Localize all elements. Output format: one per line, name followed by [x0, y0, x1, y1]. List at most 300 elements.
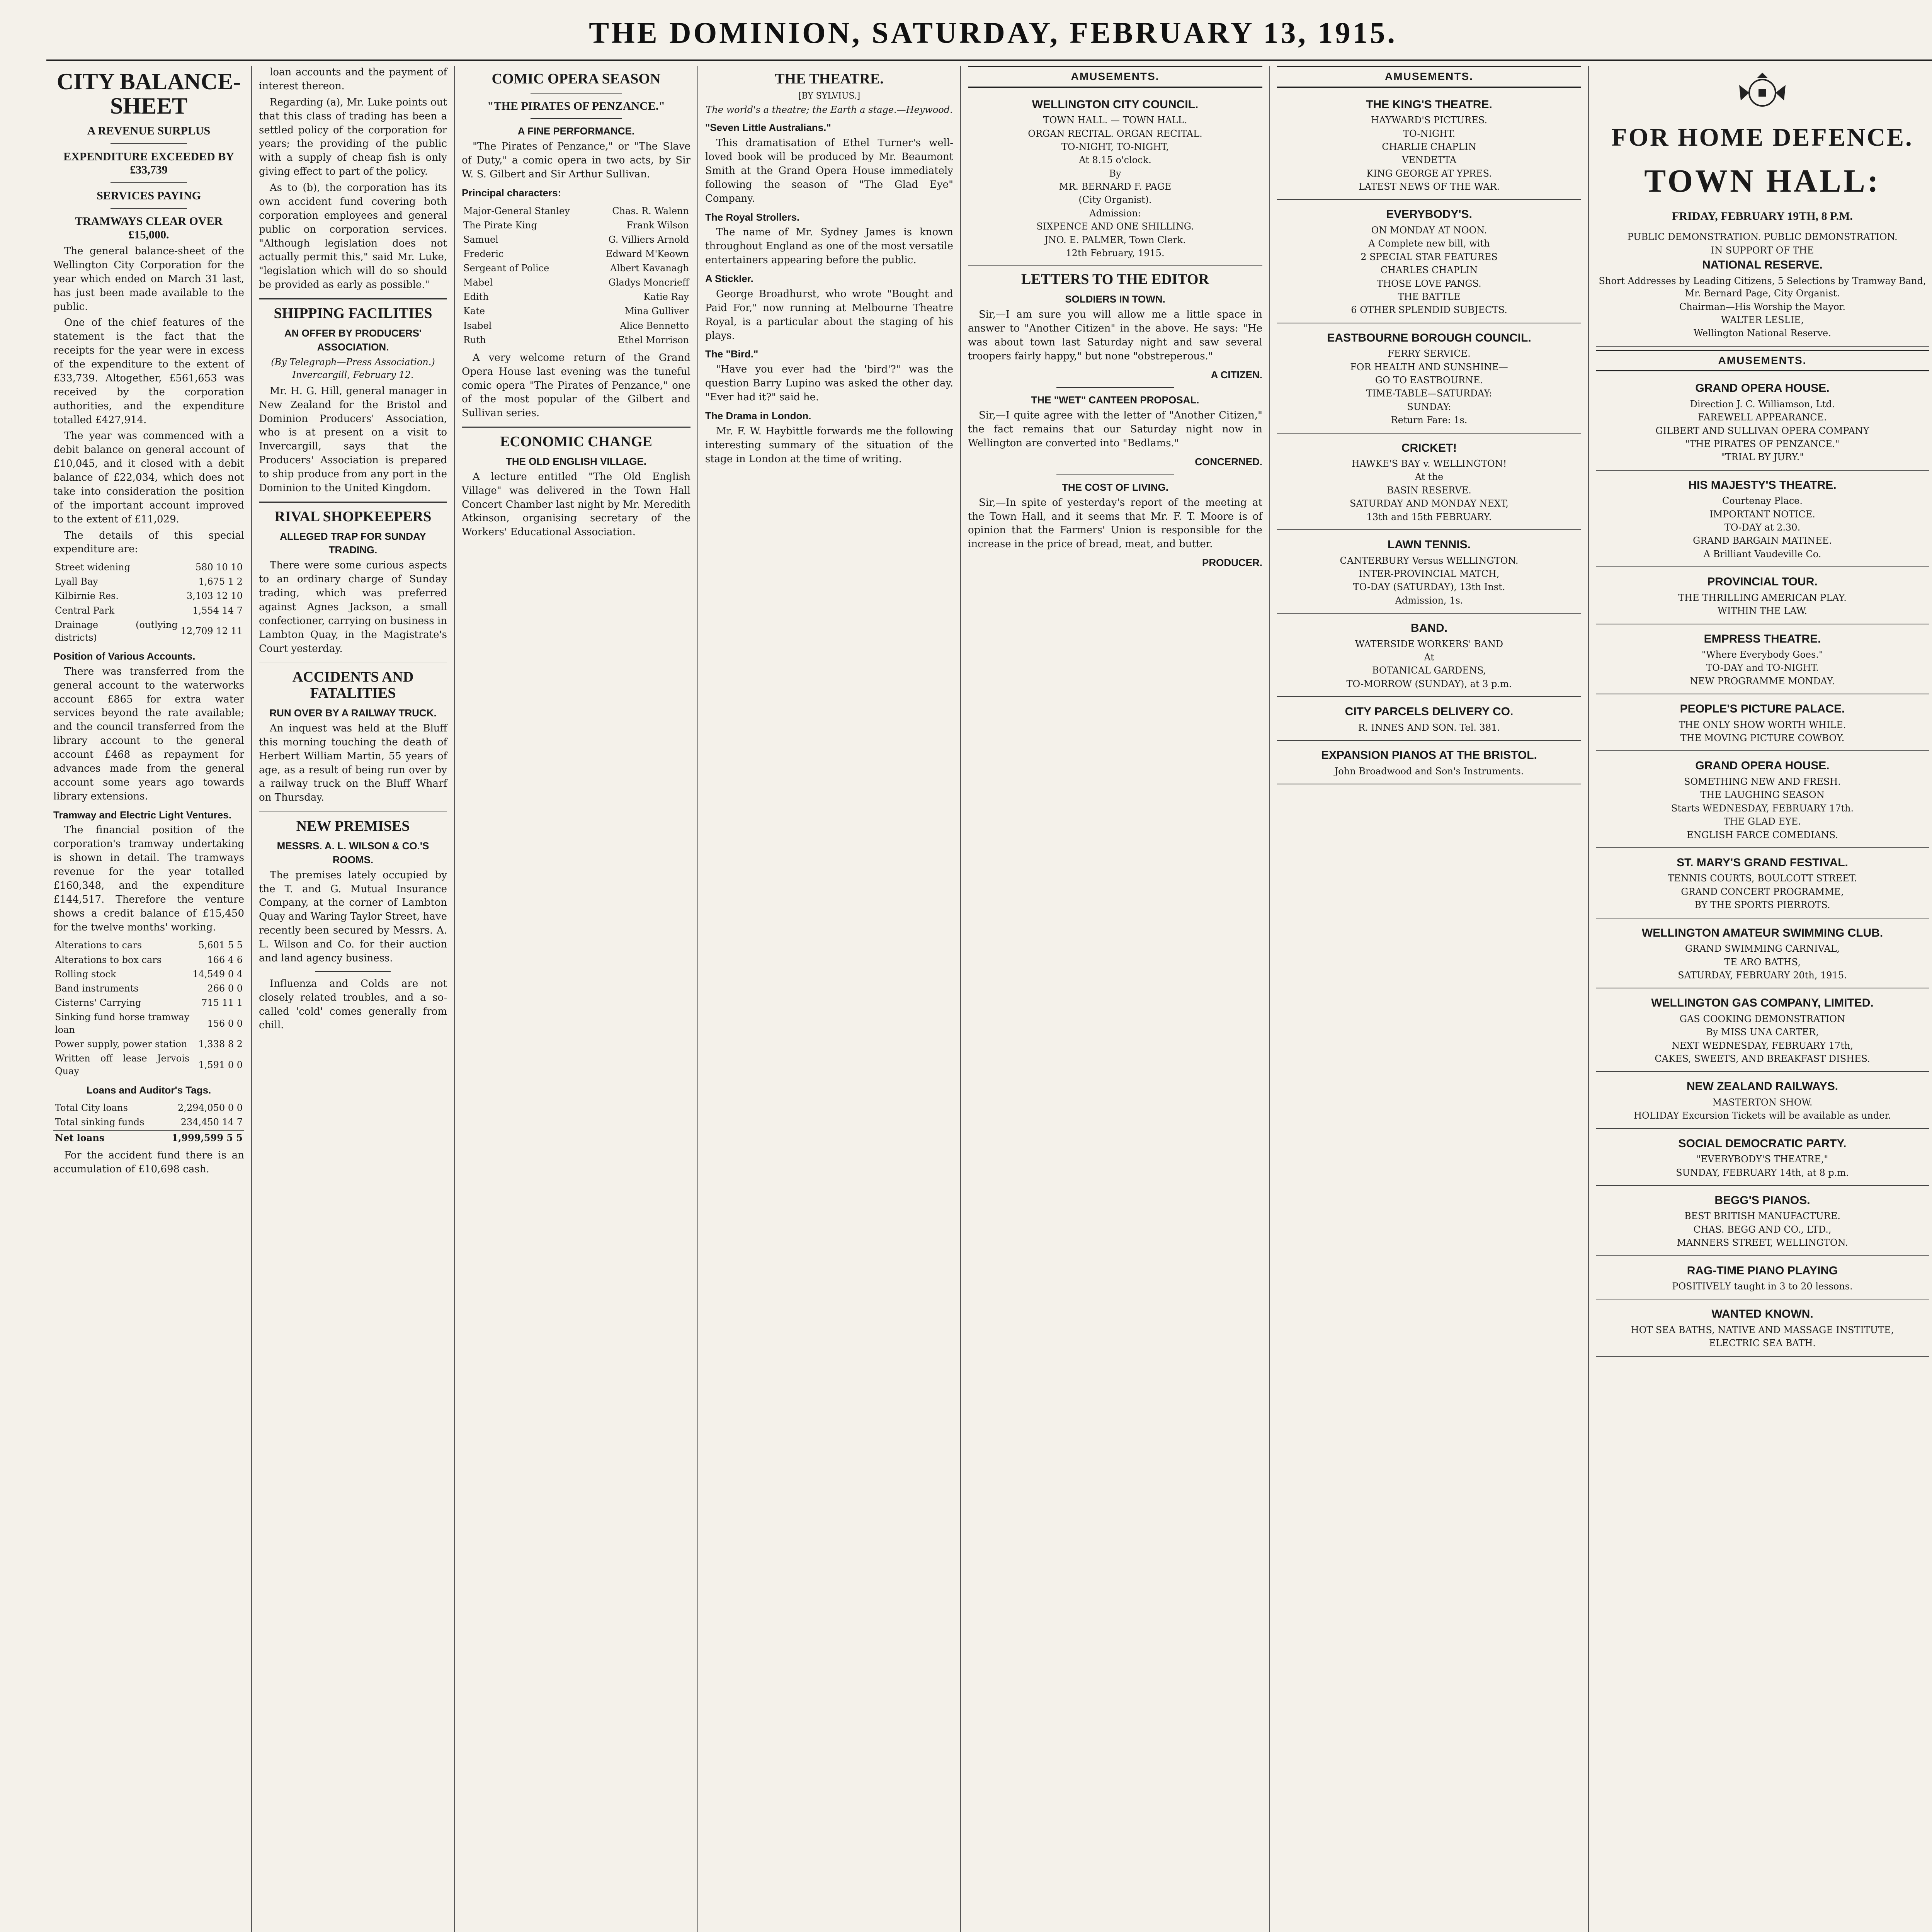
- ad-line: WALTER LESLIE,: [1721, 314, 1804, 325]
- ad-line: SOMETHING NEW AND FRESH.: [1684, 776, 1841, 787]
- ad-line: FERRY SERVICE.: [1388, 348, 1471, 359]
- headline-new-premises: NEW PREMISES: [296, 818, 410, 835]
- amusements-header: AMUSEMENTS.: [968, 66, 1262, 88]
- subhead-tramways: TRAMWAYS CLEAR OVER £15,000.: [75, 215, 223, 241]
- headline-shipping: SHIPPING FACILITIES: [274, 305, 432, 321]
- ad-line: HAYWARD'S PICTURES.: [1371, 115, 1487, 126]
- ad-title: EXPANSION PIANOS AT THE BRISTOL.: [1321, 749, 1537, 762]
- dateline: (By Telegraph—Press Association.) Invercargill, February 12.: [271, 356, 435, 380]
- ad-line: ON MONDAY AT NOON.: [1371, 224, 1487, 236]
- ad-title: EASTBOURNE BOROUGH COUNCIL.: [1327, 331, 1531, 344]
- ad-line: ORGAN RECITAL. ORGAN RECITAL.: [1028, 128, 1202, 139]
- row-value: 2,294,050 0 0: [178, 1102, 243, 1114]
- ad-line: POSITIVELY taught in 3 to 20 lessons.: [1672, 1281, 1853, 1292]
- article-paragraph: A very welcome return of the Grand Opera House last evening was the tuneful comic opera "The Pirates of Penzance," one of the most popular of the Gilbert and Sullivan series.: [462, 352, 690, 419]
- ad-social-democratic: [1596, 1132, 1929, 1186]
- row-value: 166 4 6: [207, 954, 243, 965]
- row-label: Net loans: [53, 1130, 159, 1145]
- ad-line: THE MOVING PICTURE COWBOY.: [1680, 733, 1845, 744]
- ad-pianos-bristol: [1277, 744, 1581, 784]
- ad-line: Courtenay Place.: [1722, 495, 1803, 507]
- table-row: [462, 333, 690, 347]
- ad-title: WANTED KNOWN.: [1711, 1308, 1813, 1321]
- ad-lawn-tennis: [1277, 533, 1581, 614]
- ad-line: HOT SEA BATHS, NATIVE AND MASSAGE INSTITUTE,: [1631, 1324, 1894, 1335]
- table-row: [53, 1037, 244, 1051]
- headline-economic-change: ECONOMIC CHANGE: [500, 434, 652, 450]
- cast-role: Major-General Stanley: [463, 205, 570, 216]
- row-label: Cisterns' Carrying: [55, 997, 141, 1008]
- ad-line: KING GEORGE AT YPRES.: [1366, 168, 1492, 179]
- article-paragraph: Mr. F. W. Haybittle forwards me the following interesting summary of the situation of the stage in London at the time of writing.: [705, 425, 953, 465]
- table-row: [462, 319, 690, 333]
- masthead-rule: [46, 59, 1932, 61]
- article-paragraph: The general balance-sheet of the Wellington City Corporation for the year which ended on March 31 last, has just been made available to the public.: [53, 245, 244, 313]
- ad-line: CAKES, SWEETS, AND BREAKFAST DISHES.: [1655, 1053, 1870, 1064]
- cast-actor: Alice Bennetto: [620, 320, 689, 331]
- ad-line: NEW PROGRAMME MONDAY.: [1690, 675, 1835, 687]
- ad-line: TE ARO BATHS,: [1724, 956, 1801, 968]
- ad-wanted-known: [1596, 1303, 1929, 1356]
- ad-title: RAG-TIME PIANO PLAYING: [1687, 1264, 1838, 1277]
- ad-kings-theatre: [1277, 93, 1581, 200]
- subhead-english-village: THE OLD ENGLISH VILLAGE.: [505, 455, 646, 467]
- ad-line: Starts WEDNESDAY, FEBRUARY 17th.: [1671, 803, 1854, 814]
- ad-line: Chairman—His Worship the Mayor.: [1679, 301, 1846, 312]
- row-label: Alterations to box cars: [55, 954, 162, 965]
- section-heading: The Royal Strollers.: [705, 211, 800, 223]
- cast-role: Mabel: [463, 277, 493, 288]
- ad-line: MR. BERNARD F. PAGE: [1059, 181, 1172, 192]
- ad-line: FAREWELL APPEARANCE.: [1698, 412, 1827, 423]
- letter-title: SOLDIERS IN TOWN.: [1065, 293, 1165, 305]
- cast-role: Frederic: [463, 248, 504, 259]
- table-row: [462, 233, 690, 247]
- letter-signature: A CITIZEN.: [1211, 369, 1262, 381]
- subhead-accidents: RUN OVER BY A RAILWAY TRUCK.: [269, 707, 437, 719]
- letter-text: Sir,—In spite of yesterday's report of the meeting at the Town Hall, and it seems that Mr. F. T. Moore is of opinion that the Farmers' Union is responsible for the increase in the price of bread, meat, and butter.: [968, 497, 1262, 550]
- event-date: FRIDAY, FEBRUARY 19TH, 8 P.M.: [1672, 209, 1853, 223]
- ad-line: TO-DAY at 2.30.: [1724, 522, 1801, 533]
- ad-beggs-pianos: [1596, 1189, 1929, 1256]
- divider: [259, 502, 447, 503]
- ad-title: NEW ZEALAND RAILWAYS.: [1686, 1080, 1838, 1093]
- cast-role: The Pirate King: [463, 219, 537, 231]
- article-paragraph: The premises lately occupied by the T. and G. Mutual Insurance Company, at the corner of Lambton Quay and Waring Taylor Street, have recently been secured by Messrs. A. L. Wilson and Co. for their auction and land agency business.: [259, 869, 447, 964]
- row-value: 266 0 0: [207, 983, 243, 994]
- cast-table: [462, 204, 690, 347]
- ad-cricket: [1277, 437, 1581, 530]
- article-paragraph: The year was commenced with a debit balance on general account of £10,045, and it closed with a debit balance of £22,034, which does not take into consideration the position of the important account improved to the extent of £11,029.: [53, 430, 244, 525]
- row-label: Kilbirnie Res.: [55, 590, 119, 602]
- ad-title: PROVINCIAL TOUR.: [1707, 575, 1818, 588]
- row-value: 14,549 0 4: [192, 968, 243, 980]
- ad-line: 13th and 15th FEBRUARY.: [1366, 511, 1492, 522]
- table-row: [53, 1115, 244, 1130]
- table-row: [53, 618, 244, 645]
- ad-title: NATIONAL RESERVE.: [1702, 259, 1823, 272]
- letter-title: THE "WET" CANTEEN PROPOSAL.: [1031, 394, 1199, 406]
- column-shipping: [251, 66, 454, 1932]
- article-paragraph: A lecture entitled "The Old English Village" was delivered in the Town Hall Concert Chamber last night by Mr. Meredith Atkinson, organising secretary of the Workers' Educational Association.: [462, 471, 690, 538]
- ad-line: IN SUPPORT OF THE: [1711, 245, 1814, 256]
- cast-actor: Albert Kavanagh: [610, 263, 689, 274]
- headline-comic-opera: COMIC OPERA SEASON: [492, 71, 661, 87]
- table-row: [53, 981, 244, 996]
- cast-actor: Chas. R. Walenn: [612, 205, 689, 216]
- ad-line: At: [1424, 651, 1434, 663]
- article-paragraph: Regarding (a), Mr. Luke points out that this class of trading has been a settled policy of the corporation for years; the providing of the public with a supply of cheap fish is only giving effect to part of the policy.: [259, 96, 447, 178]
- ad-line: TO-DAY and TO-NIGHT.: [1706, 662, 1819, 673]
- table-row: [462, 304, 690, 318]
- ad-ragtime-piano: [1596, 1259, 1929, 1300]
- table-row: [53, 953, 244, 967]
- ad-line: "EVERYBODY'S THEATRE,": [1696, 1154, 1828, 1165]
- ad-demonstration: [1596, 226, 1929, 346]
- ad-swimming-carnival: [1596, 922, 1929, 989]
- ad-line: THOSE LOVE PANGS.: [1377, 278, 1481, 289]
- divider: [531, 118, 622, 119]
- ad-line: By MISS UNA CARTER,: [1706, 1027, 1819, 1038]
- article-paragraph: One of the chief features of the statement is the fact that the receipts for the year were in excess of the expenditure to the extent of £33,739. Altogether, £561,653 was received by the corporation authorities, and the expenditure totalled £427,914.: [53, 317, 244, 426]
- article-paragraph: Mr. H. G. Hill, general manager in New Zealand for the Bristol and Dominion Producers' Association, who is at present on a visit to Invercargill, says that the Producers' Association is prepared to ship produce from any port in the Dominion to the United Kingdom.: [259, 385, 447, 494]
- ad-line: BEST BRITISH MANUFACTURE.: [1684, 1211, 1840, 1222]
- ad-organ-recital: [968, 93, 1262, 267]
- headline-theatre: THE THEATRE.: [775, 71, 884, 87]
- ad-parcels-delivery: [1277, 700, 1581, 741]
- article-paragraph: "The Pirates of Penzance," or "The Slave of Duty," a comic opera in two acts, by Sir W. S. Gilbert and Sir Arthur Sullivan.: [462, 141, 690, 180]
- ad-empress-theatre: [1596, 628, 1929, 695]
- section-heading: The Drama in London.: [705, 410, 811, 422]
- ad-line: 12th February, 1915.: [1066, 248, 1165, 259]
- ad-line: HAWKE'S BAY v. WELLINGTON!: [1351, 458, 1507, 469]
- ad-line: "THE PIRATES OF PENZANCE.": [1685, 439, 1840, 450]
- column-letters: [960, 66, 1269, 1932]
- ad-his-majestys: [1596, 474, 1929, 567]
- cast-role: Sergeant of Police: [463, 263, 549, 274]
- article-paragraph: An inquest was held at the Bluff this morning touching the death of Herbert William Martin, 55 years of age, as a result of being run over by a railway truck on the Bluff Wharf on Thursday.: [259, 722, 447, 804]
- cast-role: Edith: [463, 291, 489, 303]
- cast-role: Isabel: [463, 320, 492, 331]
- ad-line: ENGLISH FARCE COMEDIANS.: [1687, 829, 1838, 840]
- ad-line: GRAND CONCERT PROGRAMME,: [1681, 886, 1844, 897]
- cast-actor: Edward M'Keown: [605, 248, 689, 259]
- ad-eastbourne-ferry: [1277, 327, 1581, 434]
- row-value: 715 11 1: [201, 997, 243, 1008]
- ad-line: Short Addresses by Leading Citizens, 5 Selections by Tramway Band, Mr. Bernard Page, City Organist.: [1599, 275, 1926, 299]
- article-paragraph: This dramatisation of Ethel Turner's well-loved book will be produced by Mr. Beaumont Smith at the Grand Opera House immediately following the season of "The Glad Eye" Company.: [705, 137, 953, 204]
- ad-line: GO TO EASTBOURNE.: [1375, 374, 1483, 386]
- row-value: 1,999,599 5 5: [159, 1130, 244, 1145]
- subhead-performance: A FINE PERFORMANCE.: [517, 125, 635, 137]
- subhead-revenue-surplus: A REVENUE SURPLUS: [87, 124, 211, 137]
- section-heading: "Seven Little Australians.": [705, 122, 831, 134]
- amusements-header: AMUSEMENTS.: [1277, 66, 1581, 88]
- ad-line: CHARLIE CHAPLIN: [1382, 141, 1476, 152]
- article-paragraph: Influenza and Colds are not closely related troubles, and a so-called 'cold' comes generally from chill.: [259, 978, 447, 1031]
- row-value: 1,675 1 2: [198, 576, 243, 587]
- section-heading: Loans and Auditor's Tags.: [86, 1084, 211, 1096]
- divider: [1056, 474, 1174, 475]
- ad-st-marys-festival: [1596, 851, 1929, 918]
- ad-line: A Complete new bill, with: [1368, 238, 1490, 249]
- row-value: 1,338 8 2: [198, 1039, 243, 1050]
- ad-line: R. INNES AND SON. Tel. 381.: [1358, 722, 1500, 733]
- table-row: [53, 1101, 244, 1115]
- cast-actor: Gladys Moncrieff: [608, 277, 689, 288]
- ad-title: GRAND OPERA HOUSE.: [1695, 759, 1830, 772]
- ad-line: 2 SPECIAL STAR FEATURES: [1361, 251, 1498, 262]
- row-label: Written off lease Jervois Quay: [55, 1053, 190, 1077]
- ad-line: TO-MORROW (SUNDAY), at 3 p.m.: [1346, 678, 1512, 689]
- ad-line: HOLIDAY Excursion Tickets will be available as under.: [1634, 1110, 1891, 1121]
- ad-line: THE GLAD EYE.: [1724, 816, 1801, 827]
- row-label: Power supply, power station: [55, 1039, 187, 1050]
- divider: [111, 143, 187, 144]
- ad-line: TO-NIGHT.: [1403, 128, 1456, 139]
- ad-line: WATERSIDE WORKERS' BAND: [1355, 638, 1503, 650]
- amusements-header: AMUSEMENTS.: [1596, 350, 1929, 372]
- table-row: [53, 560, 244, 575]
- ad-line: Admission:: [1089, 207, 1141, 219]
- ad-line: (City Organist).: [1078, 194, 1152, 206]
- masthead-title: THE DOMINION, SATURDAY, FEBRUARY 13, 1915.: [589, 16, 1397, 49]
- ad-provincial-tour: [1596, 570, 1929, 624]
- ad-line: GAS COOKING DEMONSTRATION: [1679, 1013, 1845, 1024]
- letter-signature: CONCERNED.: [1195, 456, 1262, 468]
- table-row: [53, 604, 244, 618]
- row-value: 12,709 12 11: [180, 626, 243, 637]
- row-value: 580 10 10: [195, 562, 243, 573]
- ad-line: BASIN RESERVE.: [1387, 485, 1471, 496]
- ad-title: LAWN TENNIS.: [1388, 538, 1471, 551]
- row-value: 5,601 5 5: [198, 940, 243, 951]
- ad-line: IMPORTANT NOTICE.: [1709, 509, 1815, 520]
- subhead-rival: ALLEGED TRAP FOR SUNDAY TRADING.: [280, 530, 426, 556]
- table-row: [462, 247, 690, 261]
- divider: [259, 662, 447, 663]
- article-paragraph: loan accounts and the payment of interest thereon.: [259, 66, 447, 92]
- divider: [111, 208, 187, 209]
- article-paragraph: "Have you ever had the 'bird'?" was the question Barry Lupino was asked the other day. "Ever had it?" said he.: [705, 364, 953, 403]
- cast-role: Ruth: [463, 334, 486, 345]
- row-label: Street widening: [55, 562, 130, 573]
- row-value: 1,591 0 0: [198, 1059, 243, 1070]
- row-label: Rolling stock: [55, 968, 116, 980]
- ad-line: TIME-TABLE—SATURDAY:: [1366, 388, 1492, 399]
- ad-line: GILBERT AND SULLIVAN OPERA COMPANY: [1655, 425, 1869, 436]
- ad-line: PUBLIC DEMONSTRATION. PUBLIC DEMONSTRATION.: [1627, 231, 1898, 243]
- article-paragraph: George Broadhurst, who wrote "Bought and Paid For," now running at Melbourne Theatre Royal, is a particular about the staging of his plays.: [705, 288, 953, 342]
- ad-line: CHAS. BEGG AND CO., LTD.,: [1693, 1224, 1832, 1235]
- ad-line: GRAND SWIMMING CARNIVAL,: [1685, 943, 1840, 954]
- ad-line: TO-NIGHT, TO-NIGHT,: [1061, 141, 1169, 152]
- ad-line: THE THRILLING AMERICAN PLAY.: [1678, 592, 1847, 603]
- ad-line: CANTERBURY Versus WELLINGTON.: [1340, 555, 1519, 566]
- ad-line: 6 OTHER SPLENDID SUBJECTS.: [1351, 304, 1507, 316]
- ad-line: NEXT WEDNESDAY, FEBRUARY 17th,: [1671, 1040, 1853, 1051]
- ad-title: CRICKET!: [1401, 441, 1457, 454]
- table-row: [53, 1051, 244, 1078]
- article-paragraph: For the accident fund there is an accumulation of £10,698 cash.: [53, 1149, 244, 1175]
- table-row: [53, 996, 244, 1010]
- ad-line: MANNERS STREET, WELLINGTON.: [1677, 1237, 1848, 1248]
- ad-peoples-picture-palace: [1596, 697, 1929, 751]
- column-amusements: [1269, 66, 1588, 1932]
- subhead-services: SERVICES PAYING: [97, 189, 201, 202]
- divider: [1056, 387, 1174, 388]
- ad-line: BOTANICAL GARDENS,: [1372, 665, 1486, 676]
- masthead: [46, 8, 1932, 58]
- headline-letters: LETTERS TO THE EDITOR: [1021, 271, 1209, 288]
- ad-title: BEGG'S PIANOS.: [1714, 1194, 1810, 1207]
- cast-actor: Mina Gulliver: [624, 306, 689, 317]
- row-label: Lyall Bay: [55, 576, 98, 587]
- ad-band: [1277, 617, 1581, 697]
- table-row: [462, 204, 690, 218]
- ad-title: ST. MARY'S GRAND FESTIVAL.: [1677, 856, 1848, 869]
- banner-town-hall: TOWN HALL:: [1644, 163, 1881, 199]
- section-heading: Position of Various Accounts.: [53, 650, 196, 662]
- expenditure-table: [53, 560, 244, 645]
- column-home-defence: [1588, 66, 1932, 1932]
- row-value: 3,103 12 10: [186, 590, 243, 602]
- ad-line: WITHIN THE LAW.: [1718, 605, 1807, 617]
- ad-line: SATURDAY AND MONDAY NEXT,: [1349, 498, 1509, 509]
- column-city-balance: [46, 66, 251, 1932]
- ad-line: CHARLES CHAPLIN: [1380, 265, 1478, 276]
- row-value: 156 0 0: [207, 1018, 243, 1029]
- ad-line: "TRIAL BY JURY.": [1721, 452, 1804, 463]
- ad-line: At 8.15 o'clock.: [1079, 155, 1151, 166]
- ad-title: HIS MAJESTY'S THEATRE.: [1688, 478, 1837, 492]
- table-row: [53, 967, 244, 981]
- column-comic-opera: [454, 66, 697, 1932]
- table-row: [462, 276, 690, 290]
- table-row: [53, 938, 244, 952]
- section-heading: A Stickler.: [705, 273, 753, 285]
- subhead-shipping: AN OFFER BY PRODUCERS' ASSOCIATION.: [284, 327, 422, 353]
- divider: [531, 93, 622, 94]
- row-label: Central Park: [55, 605, 115, 616]
- cast-role: Samuel: [463, 234, 498, 245]
- divider: [259, 811, 447, 812]
- row-value: 1,554 14 7: [192, 605, 243, 616]
- ad-everybodys: [1277, 203, 1581, 323]
- cast-heading: Principal characters:: [462, 187, 561, 199]
- cast-actor: G. Villiers Arnold: [608, 234, 689, 245]
- divider: [111, 182, 187, 183]
- subhead-pirates: "THE PIRATES OF PENZANCE.": [487, 99, 665, 112]
- divider: [259, 298, 447, 299]
- article-paragraph: There was transferred from the general account to the waterworks account £865 for extra water services beyond the rate available; and the council transferred from the library account to the general account £468 as repayment for advances made from the general account some years ago towards library extensions.: [53, 665, 244, 802]
- table-row: [462, 218, 690, 233]
- ad-title: EMPRESS THEATRE.: [1704, 632, 1821, 645]
- banner-home-defence: FOR HOME DEFENCE.: [1611, 123, 1913, 151]
- ad-line: Return Fare: 1s.: [1391, 415, 1468, 426]
- headline-city-balance: CITY BALANCE-SHEET: [56, 69, 241, 119]
- column-theatre: [697, 66, 960, 1932]
- ad-title: BAND.: [1411, 622, 1447, 635]
- ad-line: THE ONLY SHOW WORTH WHILE.: [1679, 719, 1846, 730]
- ad-line: TOWN HALL. — TOWN HALL.: [1043, 115, 1187, 126]
- expenditure-intro: The details of this special expenditure are:: [53, 529, 244, 555]
- ad-title: SOCIAL DEMOCRATIC PARTY.: [1678, 1137, 1847, 1150]
- table-row: [53, 1130, 244, 1145]
- subhead-premises: MESSRS. A. L. WILSON & CO.'S ROOMS.: [277, 840, 429, 866]
- article-paragraph: The name of Mr. Sydney James is known throughout England as one of the most versatile entertainers appearing before the public.: [705, 226, 953, 266]
- byline: [BY SYLVIUS.]: [798, 91, 861, 101]
- ad-line: "Where Everybody Goes.": [1701, 649, 1823, 660]
- table-row: [53, 589, 244, 603]
- ad-line: SUNDAY, FEBRUARY 14th, at 8 p.m.: [1676, 1167, 1849, 1178]
- ad-line: THE BATTLE: [1398, 291, 1461, 302]
- row-label: Alterations to cars: [55, 940, 142, 951]
- ad-line: A Brilliant Vaudeville Co.: [1703, 548, 1821, 560]
- ad-gas-company: [1596, 992, 1929, 1072]
- ad-line: SATURDAY, FEBRUARY 20th, 1915.: [1678, 969, 1847, 981]
- loans-table: [53, 1101, 244, 1145]
- subhead-expenditure: EXPENDITURE EXCEEDED BY £33,739: [63, 150, 234, 176]
- ad-line: At the: [1415, 471, 1444, 483]
- ad-line: GRAND BARGAIN MATINEE.: [1693, 535, 1832, 546]
- ad-grand-opera-glad-eye: [1596, 754, 1929, 848]
- table-row: [462, 261, 690, 276]
- ad-railways: [1596, 1075, 1929, 1129]
- ad-line: Wellington National Reserve.: [1694, 328, 1831, 339]
- letter-signature: PRODUCER.: [1202, 557, 1262, 569]
- letter-text: Sir,—I am sure you will allow me a little space in answer to "Another Citizen" in the above. He says: "He was about town last Saturday night and saw several troopers fairly happy," but none "obstreperous.": [968, 309, 1262, 362]
- letter-title: THE COST OF LIVING.: [1062, 481, 1168, 493]
- article-paragraph: There were some curious aspects to an ordinary charge of Sunday trading, which was preferred against Agnes Jackson, a small confectioner, carrying on business in Lambton Quay, in the Magistrate's Court yesterday.: [259, 560, 447, 655]
- table-row: [53, 575, 244, 589]
- row-label: Total City loans: [55, 1102, 128, 1114]
- article-paragraph: As to (b), the corporation has its own accident fund covering both corporation employees and general public on corporation services. "Although legislation does not actually permit this," said Mr. Luke, "legislation which will do so should be provided as early as possible.": [259, 182, 447, 291]
- ad-line: VENDETTA: [1401, 155, 1457, 166]
- ad-line: SIXPENCE AND ONE SHILLING.: [1036, 221, 1194, 232]
- cast-actor: Katie Ray: [643, 291, 689, 303]
- letter-text: Sir,—I quite agree with the letter of "Another Citizen," the fact remains that our Saturday night now in Wellington are converted into "Bedlams.": [968, 410, 1262, 449]
- ad-line: Admission, 1s.: [1395, 595, 1463, 606]
- row-value: 234,450 14 7: [180, 1117, 243, 1128]
- headline-accidents: ACCIDENTS AND FATALITIES: [292, 669, 414, 702]
- ad-line: SUNDAY:: [1407, 401, 1451, 412]
- cast-actor: Frank Wilson: [626, 219, 689, 231]
- ad-line: LATEST NEWS OF THE WAR.: [1358, 181, 1500, 192]
- table-row: [53, 1010, 244, 1037]
- ad-title: THE KING'S THEATRE.: [1366, 98, 1492, 111]
- section-heading: Tramway and Electric Light Ventures.: [53, 809, 231, 821]
- cast-actor: Ethel Morrison: [618, 334, 689, 345]
- ad-title: GRAND OPERA HOUSE.: [1695, 382, 1830, 395]
- ad-line: TENNIS COURTS, BOULCOTT STREET.: [1668, 873, 1857, 884]
- ad-title: CITY PARCELS DELIVERY CO.: [1345, 705, 1514, 718]
- section-heading: The "Bird.": [705, 348, 759, 360]
- tramways-table: [53, 938, 244, 1078]
- ad-line: JNO. E. PALMER, Town Clerk.: [1044, 234, 1186, 245]
- ad-line: By: [1109, 168, 1121, 179]
- ad-title: WELLINGTON GAS COMPANY, LIMITED.: [1651, 997, 1874, 1010]
- row-label: Total sinking funds: [55, 1117, 145, 1128]
- row-label: Sinking fund horse tramway loan: [55, 1011, 190, 1036]
- row-label: Band instruments: [55, 983, 139, 994]
- ad-line: BY THE SPORTS PIERROTS.: [1694, 900, 1830, 911]
- divider: [462, 427, 690, 428]
- ad-grand-opera-house: [1596, 377, 1929, 470]
- divider: [315, 971, 391, 972]
- article-paragraph: The financial position of the corporation's tramway undertaking is shown in detail. The tramways revenue for the year totalled £160,348, and the expenditure £144,517. Therefore the venture shows a credit balance of £15,450 for the twelve months' working.: [53, 824, 244, 933]
- ad-line: Direction J. C. Williamson, Ltd.: [1690, 398, 1835, 410]
